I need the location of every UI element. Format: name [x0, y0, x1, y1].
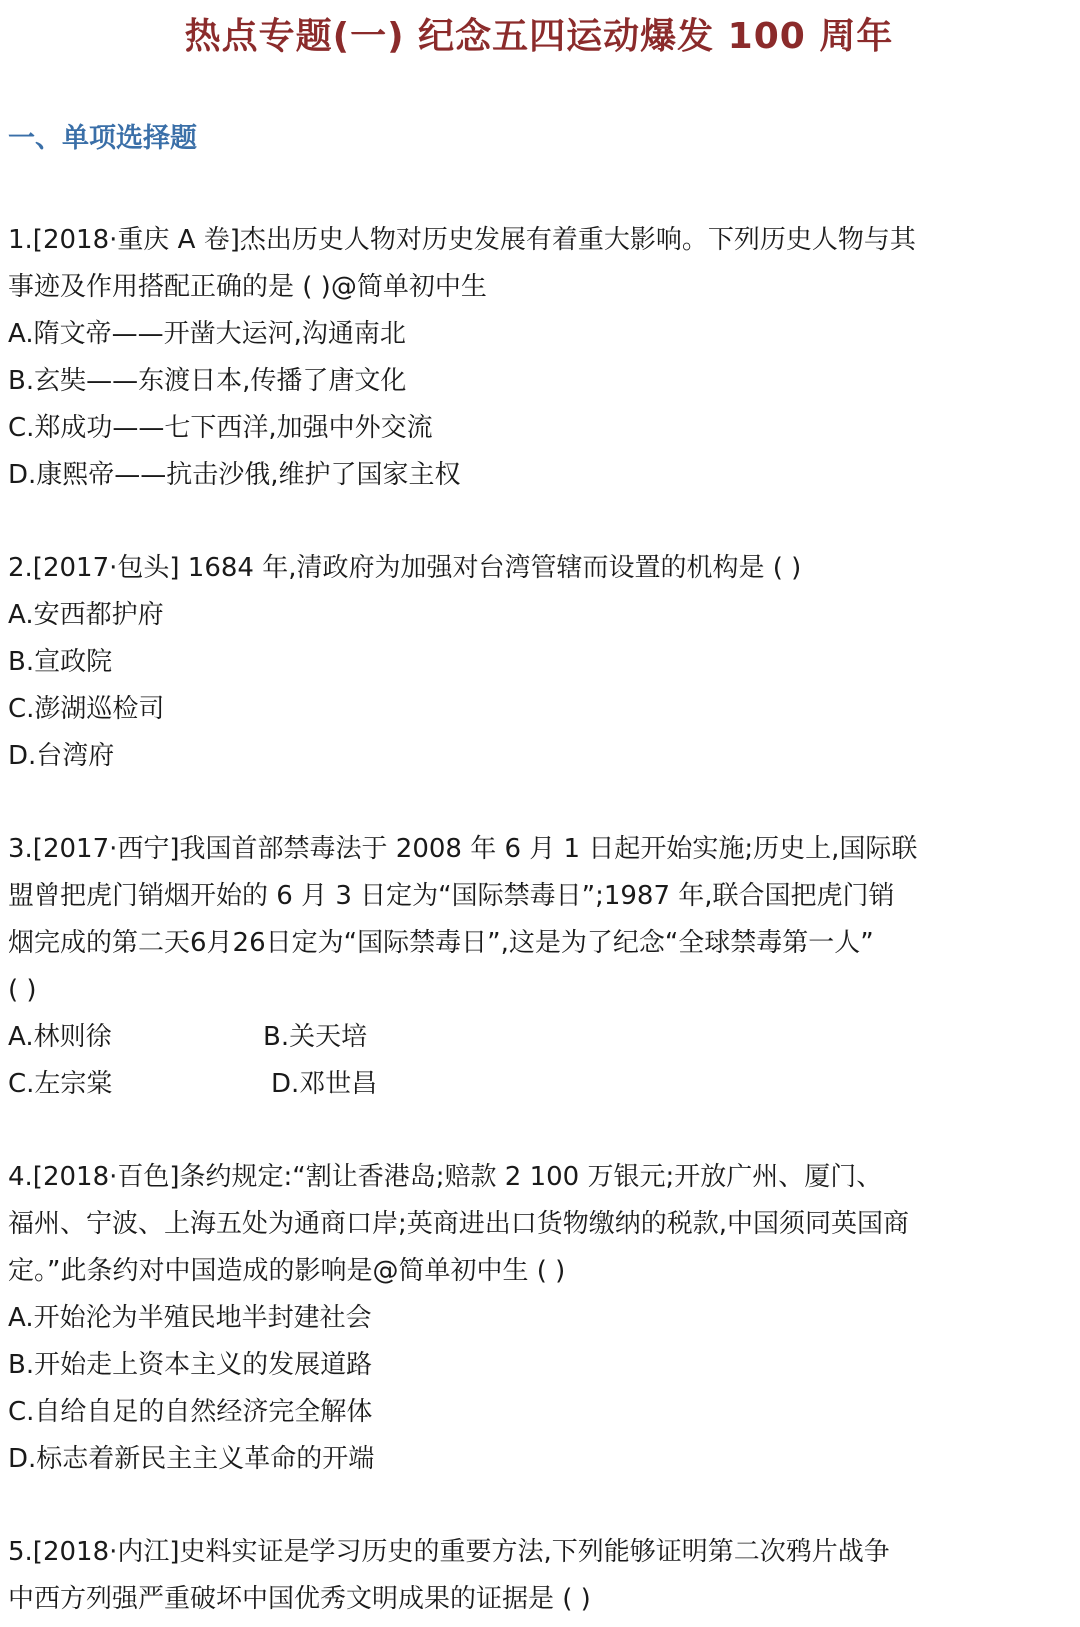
question-text-line: 福州、宁波、上海五处为通商口岸;英商进出口货物缴纳的税款,中国须同英国商 [8, 1209, 910, 1239]
question-text-line: 5.[2018·内江]史料实证是学习历史的重要方法,下列能够证明第二次鸦片战争 [8, 1537, 890, 1567]
option-c: C.左宗棠 [8, 1069, 113, 1099]
question-1 [8, 217, 1070, 499]
question-text-line: ( ) [8, 975, 37, 1005]
question-list [8, 217, 1070, 1623]
option-d: D.标志着新民主主义革命的开端 [8, 1444, 375, 1474]
question-text-line: 中西方列强严重破坏中国优秀文明成果的证据是 ( ) [8, 1584, 591, 1614]
question-5 [8, 1529, 1070, 1623]
option-a: A.隋文帝——开凿大运河,沟通南北 [8, 319, 406, 349]
question-text-line: 1.[2018·重庆 A 卷]杰出历史人物对历史发展有着重大影响。下列历史人物与其 [8, 225, 916, 255]
option-c: C.澎湖巡检司 [8, 694, 165, 724]
question-4 [8, 1154, 1070, 1483]
option-a: A.安西都护府 [8, 600, 164, 630]
option-b: B.玄奘——东渡日本,传播了唐文化 [8, 366, 407, 396]
option-b: B.宣政院 [8, 647, 113, 677]
page-title: 热点专题(一) 纪念五四运动爆发 100 周年 [184, 16, 894, 57]
question-text-line: 4.[2018·百色]条约规定:“割让香港岛;赔款 2 100 万银元;开放广州、厦门、 [8, 1162, 883, 1192]
question-2 [8, 545, 1070, 780]
option-d: D.邓世昌 [271, 1069, 378, 1099]
question-text-line: 盟曾把虎门销烟开始的 6 月 3 日定为“国际禁毒日”;1987 年,联合国把虎门销 [8, 881, 895, 911]
option-d: D.康熙帝——抗击沙俄,维护了国家主权 [8, 460, 461, 490]
option-d: D.台湾府 [8, 741, 115, 771]
question-3 [8, 826, 1070, 1108]
question-text-line: 2.[2017·包头] 1684 年,清政府为加强对台湾管辖而设置的机构是 ( ) [8, 553, 802, 583]
option-b: B.开始走上资本主义的发展道路 [8, 1350, 373, 1380]
question-text-line: 烟完成的第二天6月26日定为“国际禁毒日”,这是为了纪念“全球禁毒第一人” [8, 928, 874, 958]
question-text-line: 定。”此条约对中国造成的影响是@简单初中生 ( ) [8, 1256, 566, 1286]
option-row [8, 1061, 1070, 1108]
option-a: A.开始沦为半殖民地半封建社会 [8, 1303, 372, 1333]
question-text-line: 3.[2017·西宁]我国首部禁毒法于 2008 年 6 月 1 日起开始实施;历史上,国际联 [8, 834, 918, 864]
option-row [8, 1014, 1070, 1061]
section-heading: 一、单项选择题 [8, 123, 197, 154]
question-text-line: 事迹及作用搭配正确的是 ( )@简单初中生 [8, 272, 487, 302]
option-b: B.关天培 [263, 1022, 368, 1052]
option-c: C.自给自足的自然经济完全解体 [8, 1397, 373, 1427]
option-a: A.林则徐 [8, 1022, 112, 1052]
option-c: C.郑成功——七下西洋,加强中外交流 [8, 413, 433, 443]
